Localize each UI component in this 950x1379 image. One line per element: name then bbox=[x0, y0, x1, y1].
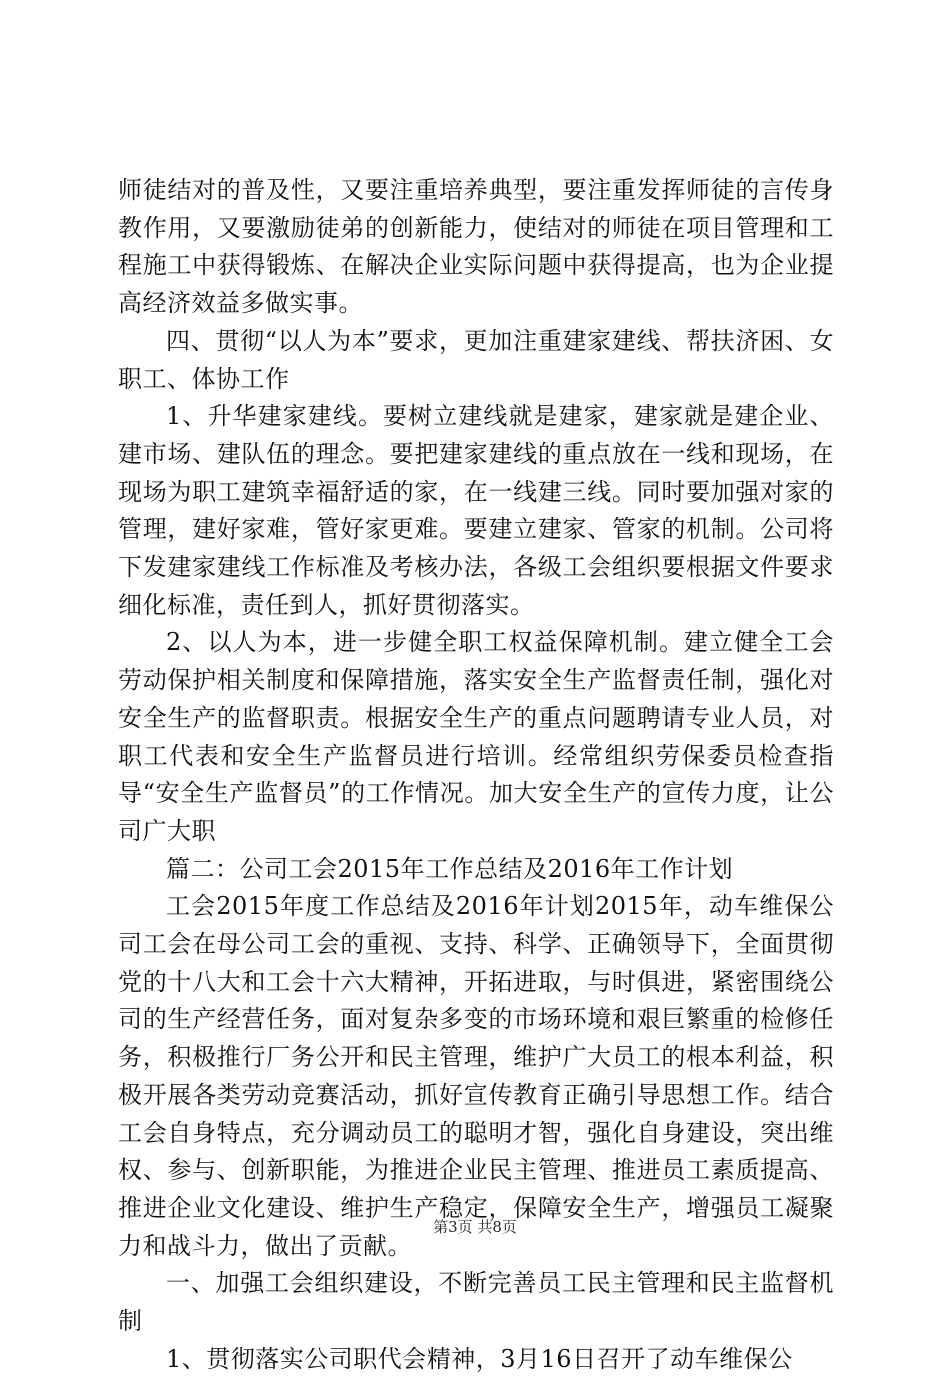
paragraph-summary-intro: 工会2015年度工作总结及2016年计划2015年，动车维保公司工会在母公司工会的重视、支持、科学、正确领导下，全面贯彻党的十八大和工会十六大精神，开拓进取，与时俱进，紧密围绕公司的生产经营任务，面对复杂多变的市场环境和艰巨繁重的检修任务，积极推行厂务公开和民主管理，维护广大员工的根本利益，积极开展各类劳动竞赛活动，抓好宣传教育正确引导思想工作。结合工会自身特点，充分调动员工的聪明才智，强化自身建设，突出维权、参与、创新职能，为推进企业民主管理、推进员工素质提高、推进企业文化建设、维护生产稳定，保障安全生产，增强员工凝聚力和战斗力，做出了贡献。 bbox=[118, 892, 834, 1260]
paragraph-congress: 1、贯彻落实公司职代会精神，3月16日召开了动车维保公 bbox=[166, 1344, 793, 1373]
article-two-title: 篇二：公司工会2015年工作总结及2016年工作计划 bbox=[166, 854, 734, 883]
paragraph-worker-rights: 2、以人为本，进一步健全职工权益保障机制。建立健全工会劳动保护相关制度和保障措施，落实安全生产监督责任制，强化对安全生产的监督职责。根据安全生产的重点问题聘请专业人员，对职工代表和安全生产监督员进行培训。经常组织劳保委员检查指导“安全生产监督员”的工作情况。加大安全生产的宣传力度，让公司广大职 bbox=[118, 628, 834, 845]
paragraph-continuation: 师徒结对的普及性，又要注重培养典型，要注重发挥师徒的言传身教作用，又要激励徒弟的创新能力，使结对的师徒在项目管理和工程施工中获得锻炼、在解决企业实际问题中获得提高，也为企业提高经济效益多做实事。 bbox=[118, 176, 834, 318]
paragraph-build-home: 1、升华建家建线。要树立建线就是建家，建家就是建企业、建市场、建队伍的理念。要把建家建线的重点放在一线和现场，在现场为职工建筑幸福舒适的家，在一线建三线。同时要加强对家的管理，建好家难，管好家更难。要建立建家、管家的机制。公司将下发建家建线工作标准及考核办法，各级工会组织要根据文件要求细化标准，责任到人，抓好贯彻落实。 bbox=[118, 402, 834, 619]
page-number-footer: 第3页 共8页 bbox=[433, 1218, 517, 1236]
section-heading-four: 四、贯彻“以人为本”要求，更加注重建家建线、帮扶济困、女职工、体协工作 bbox=[118, 326, 834, 393]
section-heading-one: 一、加强工会组织建设，不断完善员工民主管理和民主监督机制 bbox=[118, 1269, 834, 1336]
document-body bbox=[118, 172, 834, 1379]
